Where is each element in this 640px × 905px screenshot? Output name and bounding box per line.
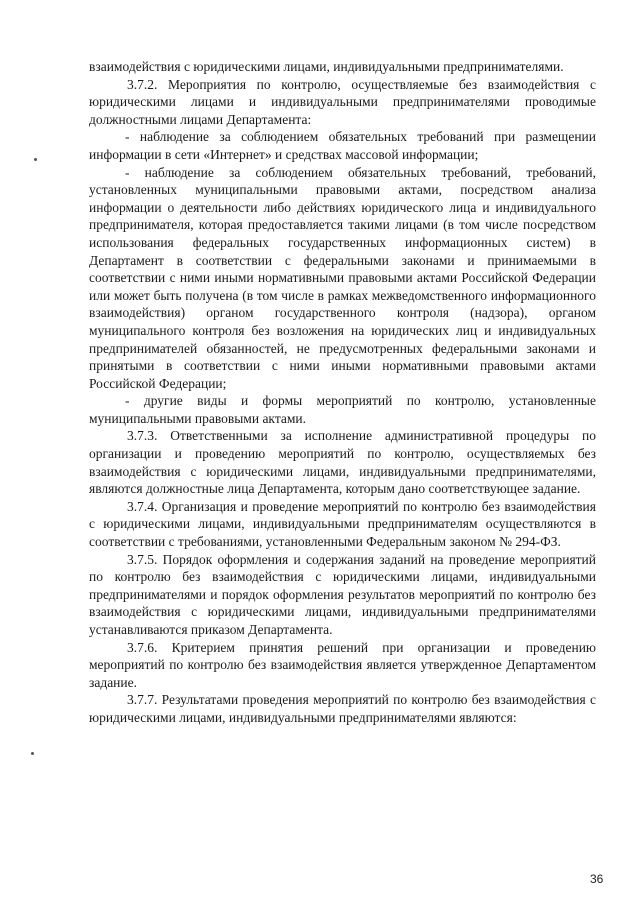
margin-mark [31,752,34,755]
paragraph-3-7-5: 3.7.5. Порядок оформления и содержания заданий на проведение мероприятий по контролю без взаимодействия с юридическими лицами, индивидуальными предпринимателями и порядок оформления результатов мероприятий по контролю без взаимодействия с юридическими лицами, индивидуальными предпринимателями устанавливаются приказом Департамента. [89,551,596,637]
paragraph-continuation: взаимодействия с юридическими лицами, индивидуальными предпринимателями. [89,59,564,74]
page-number: 36 [590,872,604,886]
list-item-requirements-monitoring: - наблюдение за соблюдением обязательных требований, требований, установленных муниципальными правовыми актами, посредством анализа информации о деятельности либо действиях юридического лица и индивидуального предпринимателя, которая предоставляется такими лицами (в том числе посредством использования федеральных государственных информационных систем) в Департамент в соответствии с федеральными законами и принимаемыми в соответствии с ними иными нормативными правовыми актами Российской Федерации или может быть получена (в том числе в рамках межведомственного информационного взаимодействия) органом государственного контроля (надзора), органом муниципального контроля без возложения на юридических лиц и индивидуальных предпринимателей обязанностей, не предусмотренных федеральными законами и принятыми в соответствии с ними иными нормативными правовыми актами Российской Федерации; [89,164,596,391]
paragraph-3-7-2: 3.7.2. Мероприятия по контролю, осуществляемые без взаимодействия с юридическими лицами и индивидуальными предпринимателями проводимые должностными лицами Департамента: [89,76,596,127]
list-item-other-measures: - другие виды и формы мероприятий по контролю, установленные муниципальными правовыми актами. [89,393,596,426]
paragraph-3-7-3: 3.7.3. Ответственными за исполнение административной процедуры по организации и проведению мероприятий по контролю, осуществляемых без взаимодействия с юридическими лицами, индивидуальными предпринимателями, являются должностные лица Департамента, которым дано соответствующее задание. [89,428,596,497]
list-item-internet-monitoring: - наблюдение за соблюдением обязательных требований при размещении информации в сети «Интернет» и средствах массовой информации; [89,129,596,162]
paragraph-3-7-4: 3.7.4. Организация и проведение мероприятий по контролю без взаимодействия с юридическими лицами, индивидуальными предпринимателям осуществляются в соответствии с требованиями, установленными Федеральным законом № 294-ФЗ. [89,498,596,550]
paragraph-3-7-7: 3.7.7. Результатами проведения мероприятий по контролю без взаимодействия с юридическими лицами, индивидуальными предпринимателями являются: [89,692,596,725]
document-body [89,58,596,727]
margin-mark [34,158,37,161]
paragraph-3-7-6: 3.7.6. Критерием принятия решений при организации и проведению мероприятий по контролю без взаимодействия является утвержденное Департаментом задание. [89,639,596,690]
